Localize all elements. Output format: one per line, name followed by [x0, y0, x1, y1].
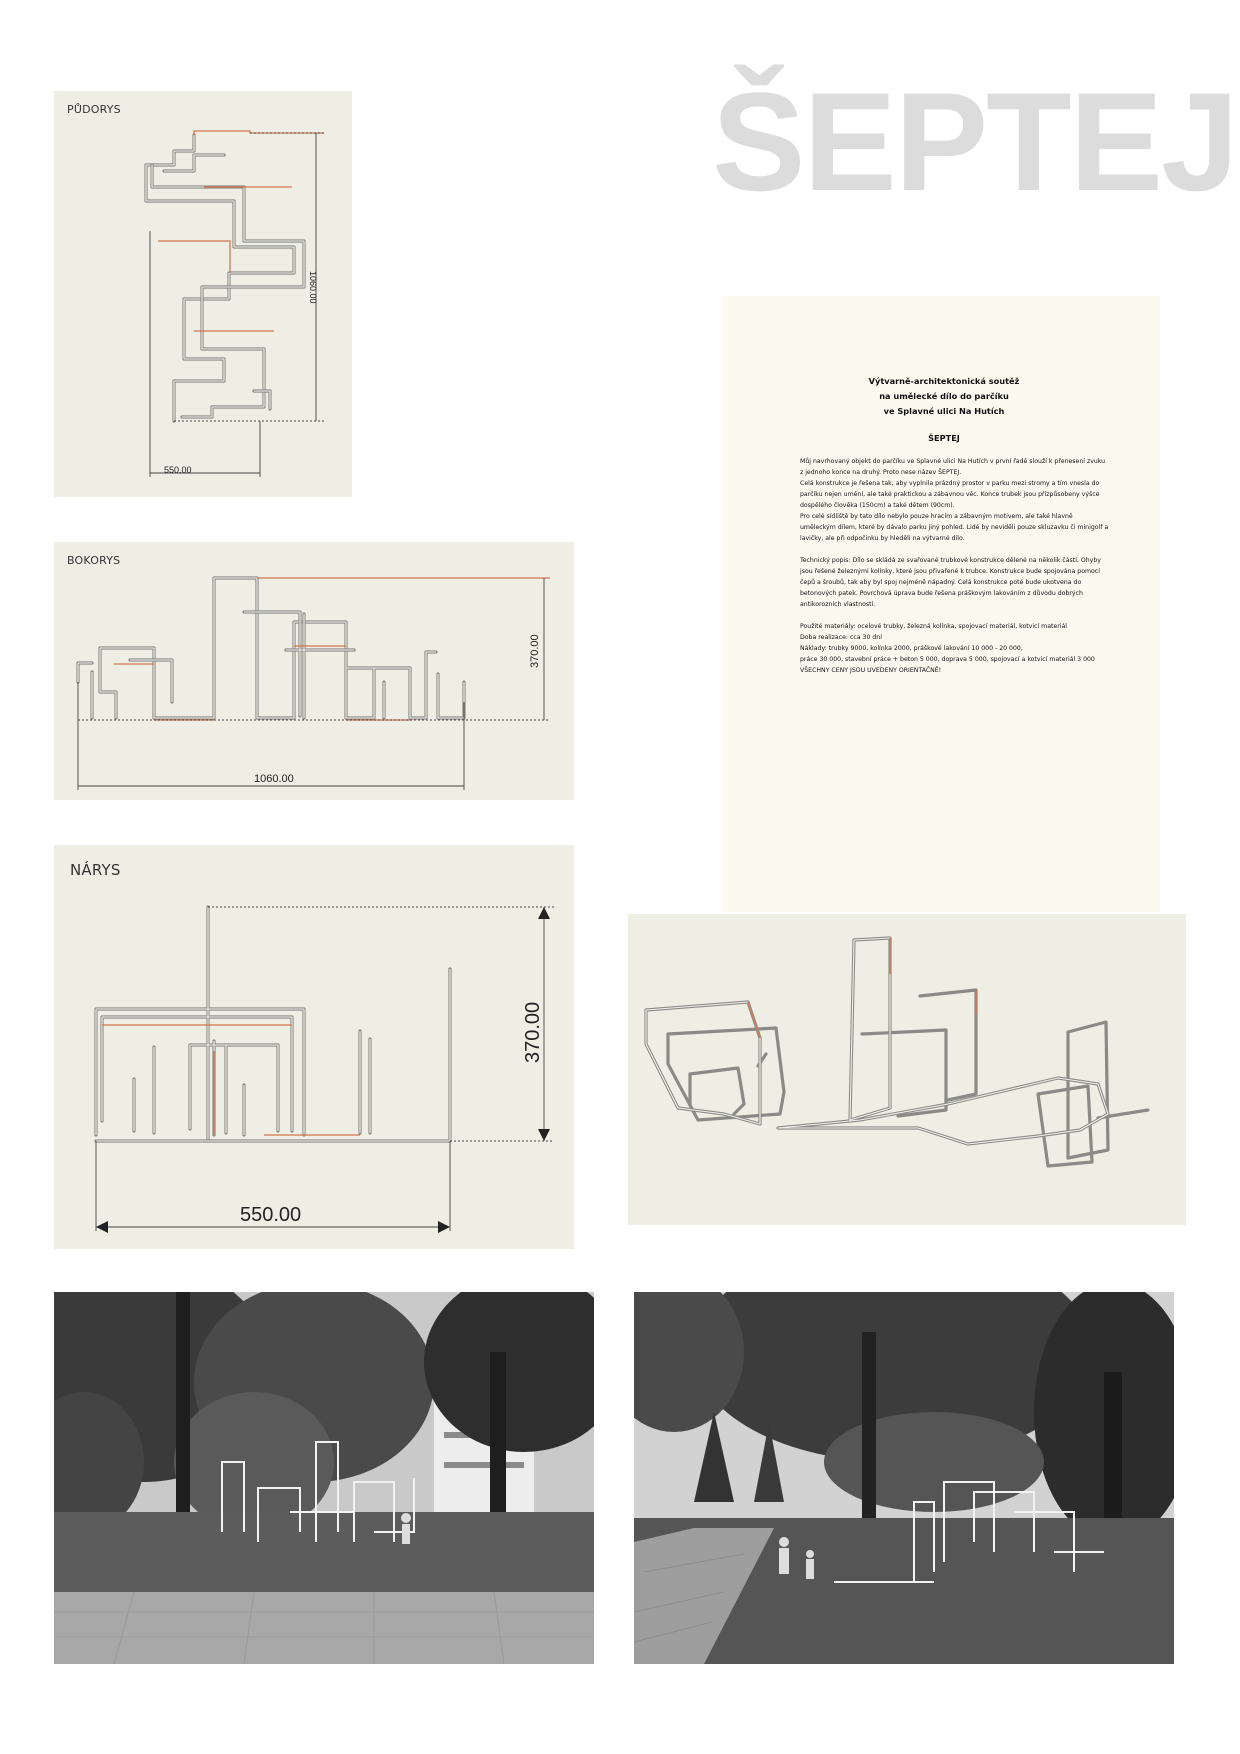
paragraph: práce 30 000, stavební práce + beton 5 000, doprava 5 000, spojovací a kotvicí materiál 3 000 — [800, 656, 1095, 663]
front-edges — [102, 1025, 360, 1135]
plan-tubes — [146, 135, 304, 421]
paragraph: Náklady: trubky 9000, kolínka 2000, práškové lakování 10 000 - 20 000, — [800, 645, 1023, 652]
heading-line: Výtvarně-architektonická soutěž — [868, 376, 1020, 386]
plan-svg — [54, 91, 352, 497]
front-label: NÁRYS — [70, 861, 121, 879]
front-width-dim: 550.00 — [240, 1204, 302, 1226]
page-title: ŠEPTEJ — [712, 63, 1237, 220]
side-svg — [54, 542, 574, 800]
description-body — [778, 456, 1110, 676]
perspective-render — [628, 914, 1186, 1225]
paragraph: Technický popis: Dílo se skládá ze svařované trubkové konstrukce dělené na několik částí. Ohyby jsou řešené železnými kolínky, které jsou přivařené k trubce. Konstrukce bude spojována pomocí čepů a šroubů, tak aby byl spoj nejméně nápadný. Celá konstrukce poté bude ukotvena do betonových patek. Povrchová úprava bude řešena práškovým lakováním z důvodu dobrých antikorozních vlastností. — [800, 557, 1101, 608]
park-visualization-photo-1 — [54, 1292, 594, 1664]
plan-width-dim: 550.00 — [164, 465, 192, 475]
paragraph: Použité materiály: ocelové trubky, železná kolínka, spojovací materiál, kotvicí materiál — [800, 623, 1068, 630]
description-heading — [778, 374, 1110, 446]
paragraph: Celá konstrukce je řešena tak, aby vyplnila prázdný prostor v parku mezi stromy a tím vnesla do parčíku nejen umění, ale také praktickou a zábavnou věc. Konce trubek jsou přizpůsobeny výšce dospělého člověka (150cm) a také dětem (90cm). — [800, 480, 1100, 509]
side-height-dim: 370.00 — [529, 634, 541, 668]
description-name: ŠEPTEJ — [928, 433, 960, 443]
paragraph: Doba realizace: cca 30 dní — [800, 634, 882, 641]
perspective-svg — [628, 914, 1186, 1225]
description-panel — [722, 296, 1160, 912]
heading-line: ve Splavné ulici Na Hutích — [883, 406, 1005, 416]
side-label: BOKORYS — [67, 554, 121, 567]
park-visualization-photo-2 — [634, 1292, 1174, 1664]
side-drawing — [54, 542, 574, 800]
plan-drawing — [54, 91, 352, 497]
paragraph: Můj navrhovaný objekt do parčíku ve Splavné ulici Na Hutích v první řadě slouží k přenesení zvuku z jednoho konce na druhý. Proto nese název ŠEPTEJ. — [800, 458, 1106, 476]
paragraph: Pro celé sídliště by tato dílo nebylo pouze hracím a zábavným motivem, ale také hlavně uměleckým dílem, které by dávalo parku jiný pohled. Lidé by neviděli pouze skluzavku či minigolf a lavičky, ale při odpočinku by hleděli na výtvarné dílo. — [800, 513, 1109, 542]
paragraph: VŠECHNY CENY JSOU UVEDENY ORIENTAČNĚ! — [800, 667, 942, 674]
front-svg — [54, 845, 574, 1249]
plan-label: PŮDORYS — [67, 103, 121, 116]
plan-height-dim: 1060.00 — [308, 271, 318, 304]
front-drawing — [54, 845, 574, 1249]
side-width-dim: 1060.00 — [254, 773, 294, 785]
photo-1-svg — [54, 1292, 594, 1664]
photo-2-svg — [634, 1292, 1174, 1664]
front-height-dim: 370.00 — [522, 1001, 544, 1063]
heading-line: na umělecké dílo do parčíku — [879, 391, 1009, 401]
